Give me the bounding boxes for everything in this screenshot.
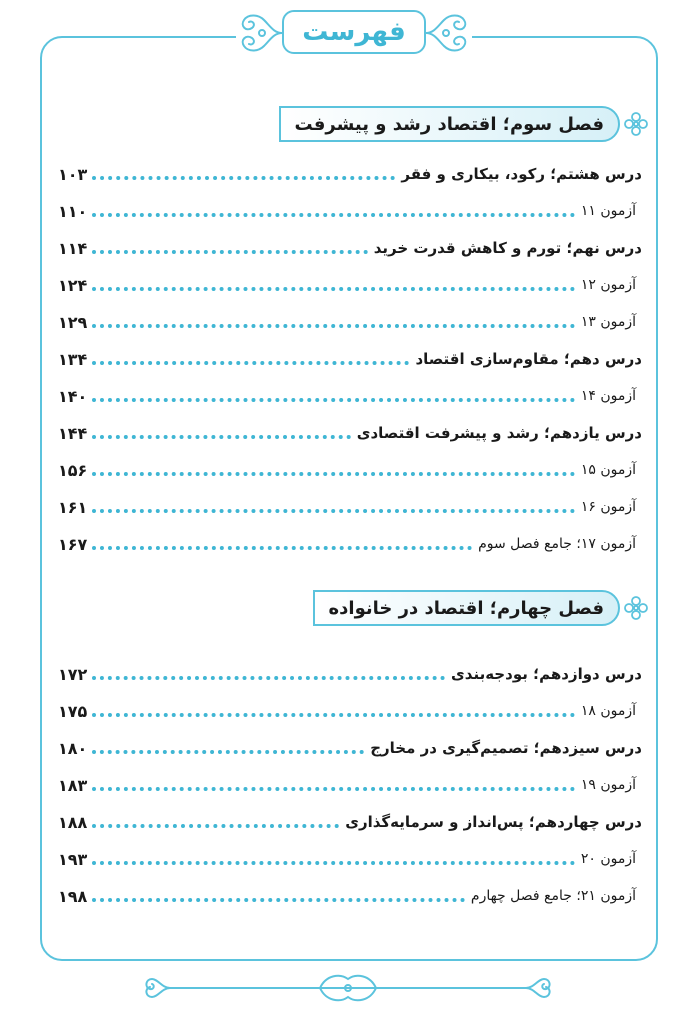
title-header: [236, 6, 472, 62]
dot-leader: [92, 824, 339, 828]
toc-page-number: ۱۳۴: [58, 349, 88, 369]
toc-page-number: ۱۷۵: [58, 701, 88, 721]
toc-page-number: ۱۷۲: [58, 664, 88, 684]
toc-page-number: ۱۸۰: [58, 738, 88, 758]
toc-lesson-row[interactable]: [58, 734, 642, 762]
dot-leader: [92, 898, 465, 902]
toc-entry-label: درس سیزدهم؛ تصمیم‌گیری در مخارج: [370, 739, 642, 757]
toc-entry-label: آزمون ۱۸: [580, 703, 636, 719]
dot-leader: [92, 213, 575, 217]
dot-leader: [92, 472, 575, 476]
toc-exam-row[interactable]: [58, 882, 642, 910]
dot-leader: [92, 546, 472, 550]
dot-leader: [92, 861, 575, 865]
toc-lesson-row[interactable]: [58, 419, 642, 447]
toc-exam-row[interactable]: [58, 493, 642, 521]
toc-page-number: ۱۱۰: [58, 201, 88, 221]
toc-entry-label: درس دهم؛ مقاوم‌سازی اقتصاد: [415, 350, 642, 368]
dot-leader: [92, 324, 575, 328]
toc-entry-label: آزمون ۱۷؛ جامع فصل سوم: [478, 536, 636, 552]
toc-entry-label: آزمون ۲۱؛ جامع فصل چهارم: [470, 888, 636, 904]
toc-lesson-row[interactable]: [58, 160, 642, 188]
toc-entry-label: آزمون ۱۴: [580, 388, 636, 404]
toc-page-number: ۱۰۳: [58, 164, 88, 184]
swirl-ornament-icon: [424, 8, 472, 58]
dot-leader: [92, 750, 364, 754]
toc-page-number: ۱۴۴: [58, 423, 88, 443]
toc-entry-label: درس چهاردهم؛ پس‌انداز و سرمایه‌گذاری: [345, 813, 642, 831]
toc-entry-label: آزمون ۱۵: [580, 462, 636, 478]
dot-leader: [92, 713, 575, 717]
dot-leader: [92, 176, 395, 180]
flower-ornament-icon: [622, 594, 650, 622]
dot-leader: [92, 361, 409, 365]
dot-leader: [92, 435, 351, 439]
toc-page-number: ۱۲۹: [58, 312, 88, 332]
dot-leader: [92, 509, 575, 513]
toc-lesson-row[interactable]: [58, 345, 642, 373]
toc-exam-row[interactable]: [58, 456, 642, 484]
toc-entry-label: آزمون ۲۰: [580, 851, 636, 867]
toc-exam-row[interactable]: [58, 530, 642, 558]
toc-entry-label: درس دوازدهم؛ بودجه‌بندی: [451, 665, 642, 683]
toc-page-number: ۱۸۸: [58, 812, 88, 832]
toc-entry-label: درس یازدهم؛ رشد و پیشرفت اقتصادی: [356, 424, 642, 442]
toc-page-number: ۱۴۰: [58, 386, 88, 406]
toc-page-number: ۱۱۴: [58, 238, 88, 258]
toc-entry-label: آزمون ۱۹: [580, 777, 636, 793]
chapter-title-box: [279, 106, 620, 142]
dot-leader: [92, 676, 445, 680]
chapter-title: فصل سوم؛ اقتصاد رشد و پیشرفت: [294, 113, 604, 135]
toc-page-number: ۱۹۸: [58, 886, 88, 906]
bottom-ornament-icon: [140, 965, 556, 1011]
flower-ornament-icon: [622, 110, 650, 138]
page-title-box: [282, 10, 426, 54]
toc-lesson-row[interactable]: [58, 808, 642, 836]
chapter-heading: [313, 588, 650, 628]
toc-exam-row[interactable]: [58, 771, 642, 799]
toc-entry-label: آزمون ۱۲: [580, 277, 636, 293]
toc-exam-row[interactable]: [58, 697, 642, 725]
toc-page-number: ۱۲۴: [58, 275, 88, 295]
page-title: فهرست: [302, 17, 406, 47]
dot-leader: [92, 287, 575, 291]
dot-leader: [92, 250, 368, 254]
toc-lesson-row[interactable]: [58, 234, 642, 262]
toc-lesson-row[interactable]: [58, 660, 642, 688]
toc-page-number: ۱۶۱: [58, 497, 88, 517]
toc-entry-label: درس هشتم؛ رکود، بیکاری و فقر: [401, 165, 642, 183]
toc-entry-label: آزمون ۱۳: [580, 314, 636, 330]
toc-exam-row[interactable]: [58, 197, 642, 225]
toc-exam-row[interactable]: [58, 845, 642, 873]
dot-leader: [92, 398, 575, 402]
toc-entry-label: آزمون ۱۶: [580, 499, 636, 515]
toc-page-number: ۱۶۷: [58, 534, 88, 554]
chapter-heading: [279, 104, 650, 144]
toc-page-number: ۱۹۳: [58, 849, 88, 869]
dot-leader: [92, 787, 575, 791]
toc-page-number: ۱۵۶: [58, 460, 88, 480]
chapter-title: فصل چهارم؛ اقتصاد در خانواده: [328, 597, 604, 619]
chapter-title-box: [313, 590, 620, 626]
toc-entry-label: آزمون ۱۱: [580, 203, 636, 219]
toc-exam-row[interactable]: [58, 382, 642, 410]
toc-exam-row[interactable]: [58, 271, 642, 299]
swirl-ornament-icon: [236, 8, 284, 58]
toc-exam-row[interactable]: [58, 308, 642, 336]
toc-entry-label: درس نهم؛ تورم و کاهش قدرت خرید: [373, 239, 642, 257]
toc-page-number: ۱۸۳: [58, 775, 88, 795]
